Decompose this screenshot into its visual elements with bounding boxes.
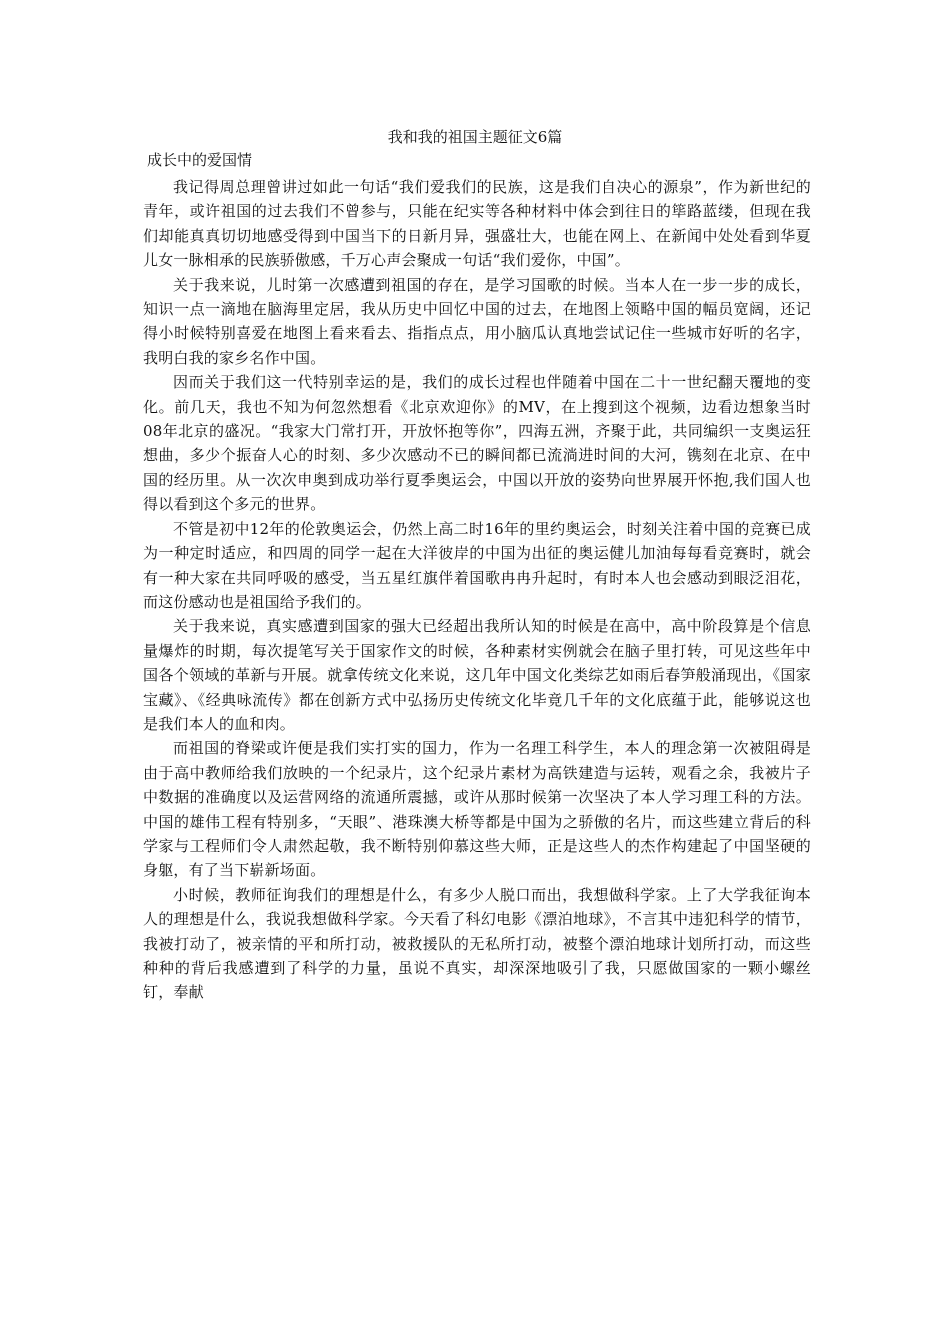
paragraph: 不管是初中12年的伦敦奥运会，仍然上高二时16年的里约奥运会，时刻关注着中国的竞赛已成为一种定时适应，和四周的同学一起在大洋彼岸的中国为出征的奥运健儿加油每每看竞赛时，就会有一种大家在共同呼吸的感受，当五星红旗伴着国歌冉冉升起时，有时本人也会感动到眼泛泪花，而这份感动也是祖国给予我们的。 (143, 519, 811, 611)
paragraph: 关于我来说，真实感遭到国家的强大已经超出我所认知的时候是在高中，高中阶段算是个信息量爆炸的时期，每次提笔写关于国家作文的时候，各种素材实例就会在脑子里打转，可见这些年中国各个领域的革新与开展。就拿传统文化来说，这几年中国文化类综艺如雨后春笋般涌现出，《国家宝藏》、《经典咏流传》都在创新方式中弘扬历史传统文化毕竟几千年的文化底蕴于此，能够说这也是我们本人的血和肉。 (143, 617, 811, 733)
paragraph: 我记得周总理曾讲过如此一句话“我们爱我们的民族，这是我们自决心的源泉”，作为新世纪的青年，或许祖国的过去我们不曾参与，只能在纪实等各种材料中体会到往日的筚路蓝缕，但现在我们却能真真切切地感受得到中国当下的日新月异，强盛壮大，也能在网上、在新闻中处处看到华夏儿女一脉相承的民族骄傲感，千万心声会聚成一句话“我们爱你，中国”。 (143, 178, 811, 270)
paragraph: 而祖国的脊梁或许便是我们实打实的国力，作为一名理工科学生，本人的理念第一次被阻碍是由于高中教师给我们放映的一个纪录片，这个纪录片素材为高铁建造与运转，观看之余，我被片子中数据的准确度以及运营网络的流通所震撼，或许从那时候第一次坚决了本人学习理工科的方法。中国的雄伟工程有特别多，“天眼”、港珠澳大桥等都是中国为之骄傲的名片，而这些建立背后的科学家与工程师们令人肃然起敬，我不断特别仰慕这些大师，正是这些人的杰作构建起了中国坚硬的身躯，有了当下崭新场面。 (143, 739, 811, 880)
paragraph: 因而关于我们这一代特别幸运的是，我们的成长过程也伴随着中国在二十一世纪翻天覆地的变化。前几天，我也不知为何忽然想看《北京欢迎你》的MV，在上搜到这个视频，边看边想象当时08年北京的盛况。“我家大门常打开，开放怀抱等你”，四海五洲，齐聚于此，共同编织一支奥运狂想曲，多少个振奋人心的时刻、多少次感动不已的瞬间都已流淌进时间的大河，镌刻在北京、在中国的经历里。从一次次申奥到成功举行夏季奥运会，中国以开放的姿势向世界展开怀抱,我们国人也得以看到这个多元的世界。 (143, 373, 811, 514)
document-body (143, 175, 811, 1005)
section-heading: 成长中的爱国情 (147, 151, 253, 169)
paragraph: 关于我来说，儿时第一次感遭到祖国的存在，是学习国歌的时候。当本人在一步一步的成长，知识一点一滴地在脑海里定居，我从历史中回忆中国的过去，在地图上领略中国的幅员宽阔，还记得小时候特别喜爱在地图上看来看去、指指点点，用小脑瓜认真地尝试记住一些城市好听的名字，我明白我的家乡名作中国。 (143, 275, 811, 367)
document-title: 我和我的祖国主题征文6篇 (387, 128, 563, 146)
paragraph: 小时候，教师征询我们的理想是什么，有多少人脱口而出，我想做科学家。上了大学我征询本人的理想是什么，我说我想做科学家。今天看了科幻电影《漂泊地球》，不言其中违犯科学的情节，我被打动了，被亲情的平和所打动，被救援队的无私所打动，被整个漂泊地球计划所打动，而这些种种的背后我感遭到了科学的力量，虽说不真实，却深深地吸引了我，只愿做国家的一颗小螺丝钉，奉献 (143, 885, 811, 1002)
